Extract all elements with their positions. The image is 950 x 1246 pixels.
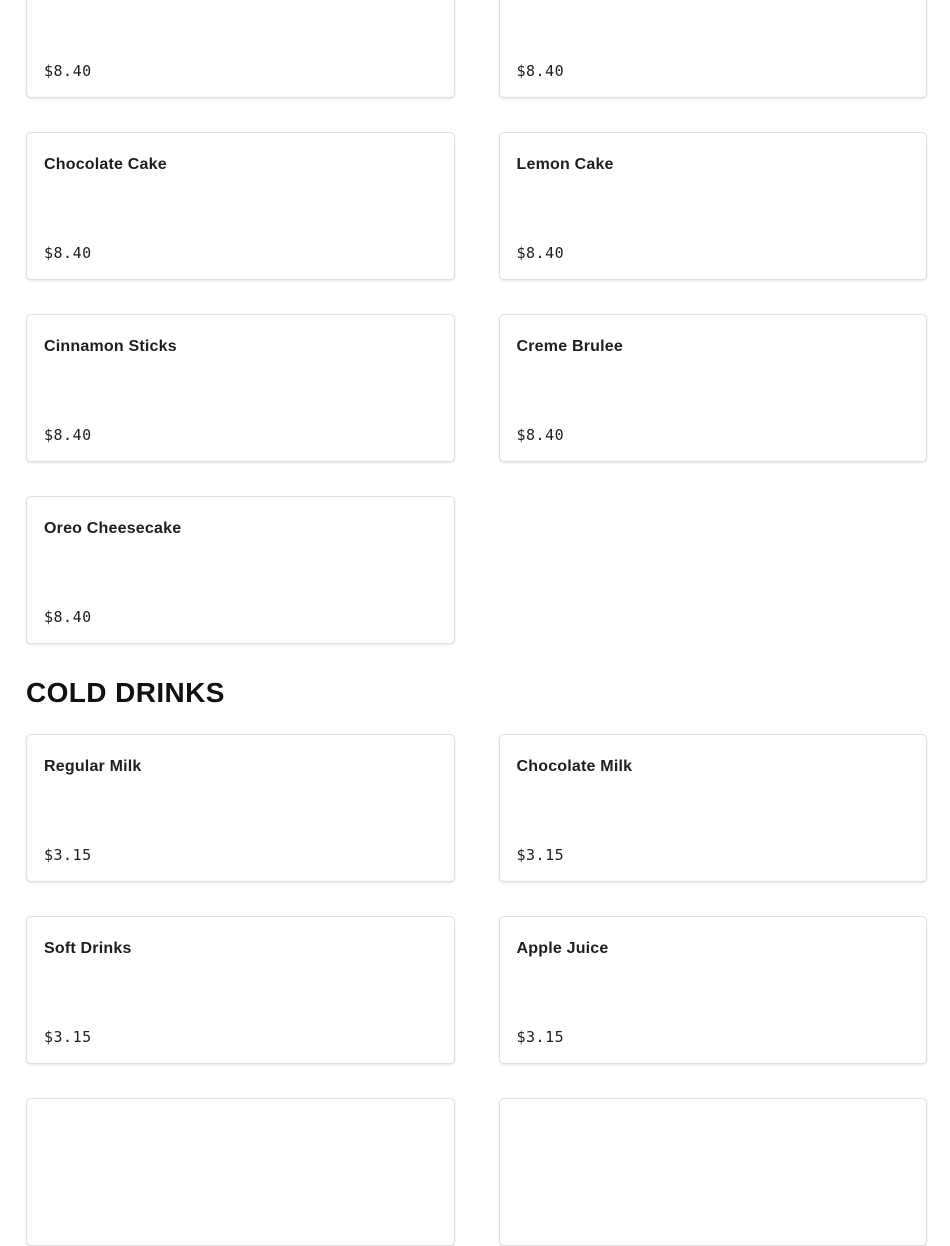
menu-item-price: $8.40 (516, 425, 565, 444)
menu-item-price: $8.40 (516, 61, 565, 80)
menu-item-name (517, 1121, 910, 1140)
menu-item-card[interactable] (26, 916, 455, 1064)
menu-item-price: $3.15 (44, 1027, 92, 1046)
menu-item-card[interactable] (26, 132, 455, 280)
menu-item-name: Cinnamon Sticks (44, 338, 177, 355)
menu-item-price: $3.15 (44, 845, 92, 864)
menu-item-price: $8.40 (44, 243, 92, 262)
menu-item-card[interactable] (499, 314, 928, 462)
menu-item-price: $8.40 (44, 425, 92, 444)
menu-section-desserts (26, 0, 927, 644)
menu-item-card[interactable] (26, 734, 455, 882)
menu-item-name: Oreo Cheesecake (44, 520, 182, 537)
menu-section-cold-drinks (26, 734, 927, 1246)
menu-item-name: Chocolate Milk (516, 758, 633, 775)
menu-item-card[interactable] (499, 1098, 928, 1246)
menu-item-card[interactable] (26, 314, 455, 462)
desserts-grid (26, 0, 927, 644)
menu-item-card[interactable] (26, 0, 455, 98)
menu-item-card[interactable] (26, 1098, 455, 1246)
menu-item-card[interactable] (499, 0, 928, 98)
menu-item-name: Regular Milk (44, 758, 142, 775)
menu-item-card[interactable] (499, 734, 928, 882)
menu-item-price: $8.40 (516, 243, 565, 262)
menu-item-name: Chocolate Cake (44, 156, 167, 173)
menu-item-name: Creme Brulee (516, 338, 623, 355)
menu-item-card[interactable] (499, 132, 928, 280)
menu-item-price: $8.40 (44, 607, 92, 626)
menu-item-price (44, 1211, 437, 1227)
menu-item-card[interactable] (499, 916, 928, 1064)
section-heading-cold-drinks: COLD DRINKS (26, 677, 225, 708)
menu-item-name: Lemon Cake (516, 156, 614, 173)
menu-item-price: $8.40 (44, 61, 92, 80)
menu-item-price (517, 1211, 910, 1227)
menu-item-name: Apple Juice (516, 940, 609, 957)
menu-item-name: Soft Drinks (44, 940, 132, 957)
menu-item-card[interactable] (26, 496, 455, 644)
cold-drinks-grid (26, 734, 927, 1246)
menu-item-price: $3.15 (516, 1027, 565, 1046)
menu-item-name (44, 1121, 437, 1140)
menu-item-price: $3.15 (516, 845, 565, 864)
